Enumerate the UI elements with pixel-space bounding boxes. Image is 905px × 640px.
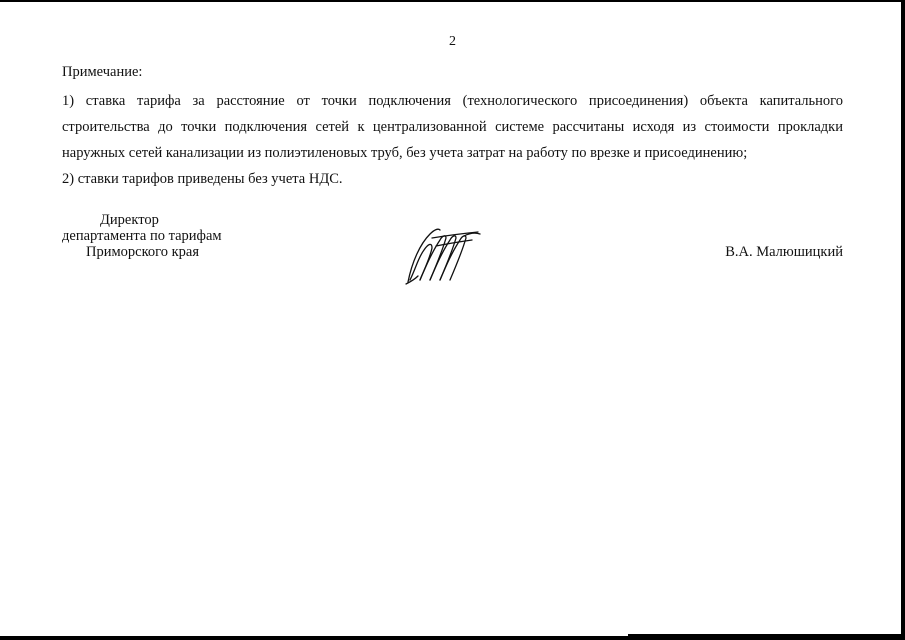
note-heading: Примечание: [62,64,143,80]
signer-title-line-1: Директор [100,212,159,228]
page-number: 2 [449,34,456,49]
note-item-1: 1) ставка тарифа за расстояние от точки подключения (технологического присоединения) объекта капитального строительства до точки подключения сетей к централизованной системе рассчитаны исходя из стоимости прокладки наружных сетей канализации из полиэтиленовых труб, без учета затрат на работу по врезке и присоединению; [62,93,843,161]
signer-title-line-3: Приморского края [86,244,200,260]
signature-icon [402,222,484,286]
scan-edge-right [901,0,905,640]
scan-edge-bottom-strip [628,634,905,640]
signer-title-line-2: департамента по тарифам [62,228,222,244]
signer-title [62,212,222,260]
signer-name: В.А. Малюшицкий [725,244,843,260]
note-item-2: 2) ставки тарифов приведены без учета НДС. [62,171,343,187]
scan-edge-top [0,0,905,2]
